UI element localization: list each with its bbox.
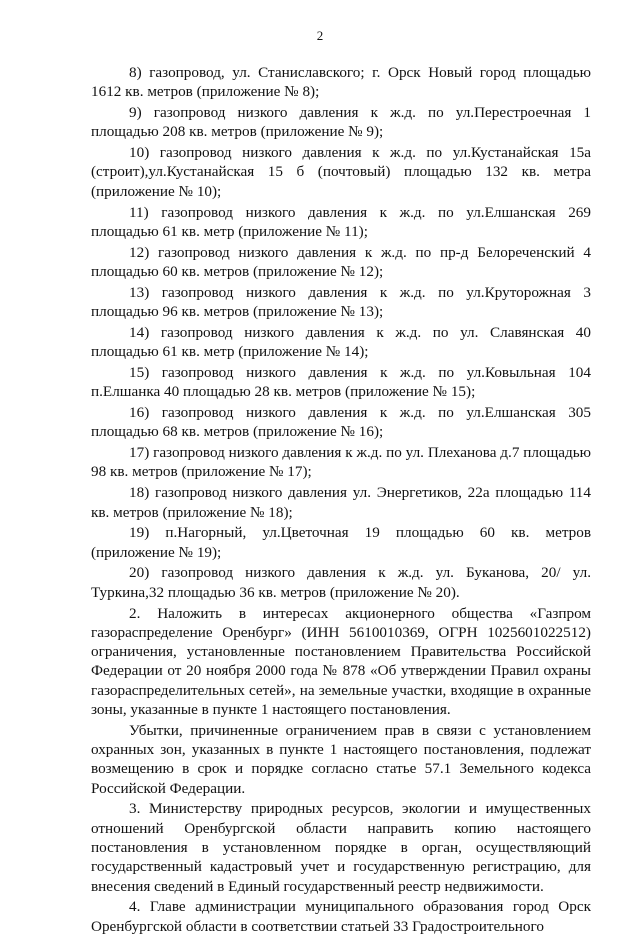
- paragraph-item-18: 18) газопровод низкого давления ул. Энергетиков, 22а площадью 114 кв. метров (приложение № 18);: [91, 484, 591, 521]
- paragraph-item-12: 12) газопровод низкого давления к ж.д. по пр-д Белореченский 4 площадью 60 кв. метров (приложение № 12);: [91, 243, 591, 280]
- paragraph-section-3: 3. Министерству природных ресурсов, экологии и имущественных отношений Оренбургской области направить копию настоящего постановления в установленном порядке в орган, осуществляющий государственный кадастровый учет и государственную регистрацию, для внесения сведений в Единый государственный реестр недвижимости.: [91, 800, 591, 895]
- paragraph-item-19: 19) п.Нагорный, ул.Цветочная 19 площадью 60 кв. метров (приложение № 19);: [91, 524, 591, 561]
- paragraph-item-15: 15) газопровод низкого давления к ж.д. по ул.Ковыльная 104 п.Елшанка 40 площадью 28 кв. метров (приложение № 15);: [91, 363, 591, 401]
- paragraph-item-14: 14) газопровод низкого давления к ж.д. по ул. Славянская 40 площадью 61 кв. метр (приложение № 14);: [91, 323, 591, 361]
- paragraph-section-4: 4. Главе администрации муниципального образования город Орск Оренбургской области в соответствии статьей 33 Градостроительного: [91, 898, 591, 935]
- page-number: 2: [316, 28, 324, 43]
- document-body: [91, 63, 591, 938]
- paragraph-item-9: 9) газопровод низкого давления к ж.д. по ул.Перестроечная 1 площадью 208 кв. метров (приложение № 9);: [91, 104, 591, 141]
- paragraph-losses: Убытки, причиненные ограничением прав в связи с установлением охранных зон, указанных в пункте 1 настоящего постановления, подлежат возмещению в срок и порядке согласно статье 57.1 Земельного кодекса Российской Федерации.: [91, 721, 591, 797]
- paragraph-item-16: 16) газопровод низкого давления к ж.д. по ул.Елшанская 305 площадью 68 кв. метров (приложение № 16);: [91, 404, 591, 441]
- paragraph-section-2: 2. Наложить в интересах акционерного общества «Газпром газораспределение Оренбург» (ИНН 5610010369, ОГРН 1025601022512) ограничения, установленные постановлением Правительства Российской Федерации от 20 ноября 2000 года № 878 «Об утверждении Правил охраны газораспределительных сетей», на земельные участки, входящие в охранные зоны, указанные в пункте 1 настоящего постановления.: [91, 604, 591, 718]
- paragraph-item-11: 11) газопровод низкого давления к ж.д. по ул.Елшанская 269 площадью 61 кв. метр (приложение № 11);: [91, 203, 591, 240]
- paragraph-item-17: 17) газопровод низкого давления к ж.д. по ул. Плеханова д.7 площадью 98 кв. метров (приложение № 17);: [91, 444, 591, 481]
- paragraph-item-20: 20) газопровод низкого давления к ж.д. ул. Буканова, 20/ ул. Туркина,32 площадью 36 кв. метров (приложение № 20).: [91, 564, 591, 601]
- paragraph-item-8: 8) газопровод, ул. Станиславского; г. Орск Новый город площадью 1612 кв. метров (приложение № 8);: [91, 64, 591, 101]
- paragraph-item-10: 10) газопровод низкого давления к ж.д. по ул.Кустанайская 15а (строит),ул.Кустанайская 15 б (почтовый) площадью 132 кв. метра (приложение № 10);: [91, 144, 591, 200]
- paragraph-item-13: 13) газопровод низкого давления к ж.д. по ул.Круторожная 3 площадью 96 кв. метров (приложение № 13);: [91, 283, 591, 321]
